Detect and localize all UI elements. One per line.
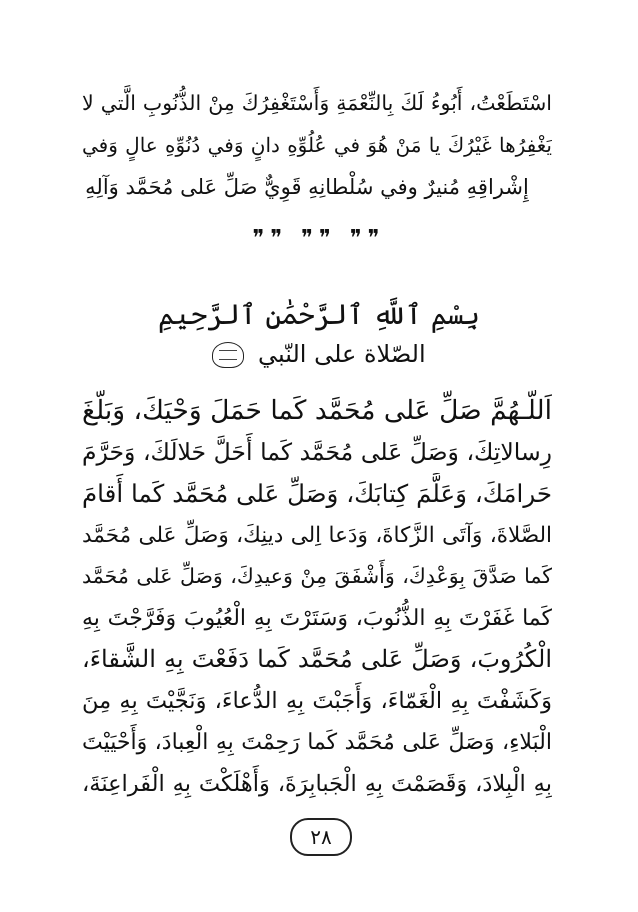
page-number: ٢٨: [290, 818, 352, 856]
text-line: حَرامَكَ، وَعَلَّمَ كِتابَكَ، وَصَلِّ عَلى مُحَمَّد كَما أَقامَ: [82, 479, 552, 508]
text-line: الْكُرُوبَ، وَصَلِّ عَلى مُحَمَّد كَما دَفَعْتَ بِهِ الشَّقاءَ،: [82, 645, 552, 673]
section-title: الصّلاة على النّبي: [257, 340, 426, 368]
text-line: يَغْفِرُها غَيْرُكَ يا مَنْ هُوَ في عُلُوِّهِ دانٍ وَفي دُنُوِّهِ عالٍ وَفي: [82, 133, 552, 157]
text-line: اَللّـهُمَّ صَلِّ عَلى مُحَمَّد كَما حَمَلَ وَحْيَكَ، وَبَلَّغَ: [82, 395, 552, 426]
text-line: الْبَلاءِ، وَصَلِّ عَلى مُحَمَّد كَما رَحِمْتَ بِهِ الْعِبادَ، وَأَحْيَيْتَ: [82, 730, 552, 755]
section-divider: ❞❞ ❞❞ ❞❞: [252, 226, 386, 251]
text-line: الصَّلاةَ، وَآتَى الزَّكاةَ، وَدَعا اِلى دينِكَ، وَصَلِّ عَلى مُحَمَّد: [82, 522, 552, 548]
text-line: رِسالاتِكَ، وَصَلِّ عَلى مُحَمَّد كَما أَحَلَّ حَلالَكَ، وَحَرَّمَ: [82, 437, 552, 466]
text-line: اسْتَطَعْتُ، أَبُوءُ لَكَ بِالنِّعْمَةِ وَأَسْتَغْفِرُكَ مِنْ الذُّنُوبِ الَّتي لا: [82, 91, 552, 115]
text-line: كَما صَدَّقَ بِوَعْدِكَ، وَأَشْفَقَ مِنْ وَعيدِكَ، وَصَلِّ عَلى مُحَمَّد: [82, 564, 552, 588]
salawat-seal-icon: [212, 342, 244, 368]
text-line: إِشْراقِهِ مُنيرٌ وفي سُلْطانِهِ قَوِيٌّ صَلِّ عَلى مُحَمَّد وَآلِهِ: [85, 175, 529, 199]
body-paragraph: [82, 390, 552, 805]
text-line: وَكَشَفْتَ بِهِ الْغَمّاءَ، وَأَجَبْتَ بِهِ الدُّعاءَ، وَنَجَّيْتَ بِهِ مِنَ: [82, 687, 552, 714]
section-heading: [0, 340, 638, 368]
intro-paragraph: [82, 82, 552, 208]
text-line: كَما غَفَرْتَ بِهِ الذُّنُوبَ، وَسَتَرْتَ بِهِ الْعُيُوبَ وَفَرَّجْتَ بِهِ: [82, 605, 552, 631]
text-line: بِهِ الْبِلادَ، وَقَصَمْتَ بِهِ الْجَبابِرَةَ، وَأَهْلَكْتَ بِهِ الْفَراعِنَةَ،: [82, 770, 552, 797]
basmala-heading: بِسْمِ ٱللَّهِ ٱلرَّحْمَٰنِ ٱلرَّحِيمِ: [157, 298, 480, 331]
